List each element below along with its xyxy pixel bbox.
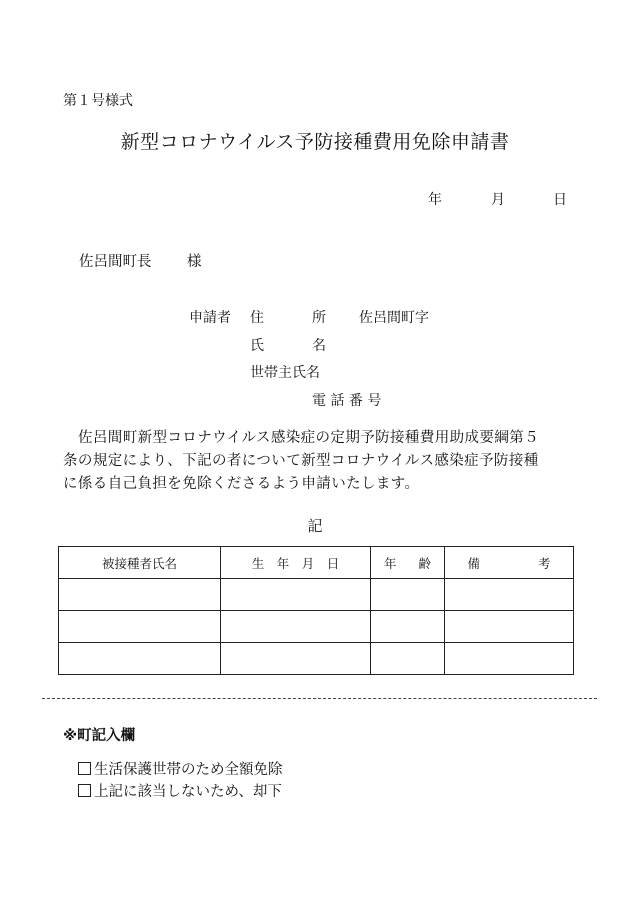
- applicant-label: 申請者: [189, 310, 231, 326]
- request-text-line: に係る自己負担を免除くださるよう申請いたします。: [63, 476, 420, 492]
- cell-age[interactable]: [371, 611, 445, 643]
- option-label: 上記に該当しないため、却下: [94, 784, 282, 800]
- request-text-line: 条の規定により、下記の者について新型コロナウイルス感染症予防接種: [63, 453, 539, 469]
- date-year-label: 年: [428, 192, 442, 208]
- addressee-honorific: 様: [187, 254, 202, 270]
- header-age: [371, 547, 445, 579]
- request-text-line: 佐呂間町新型コロナウイルス感染症の定期予防接種費用助成要綱第５: [78, 430, 540, 446]
- cell-age[interactable]: [371, 643, 445, 675]
- request-text: [63, 427, 583, 496]
- form-number: 第１号様式: [63, 93, 133, 109]
- header-birth-date: 生 年 月 日: [221, 547, 371, 579]
- date-month-label: 月: [491, 192, 505, 208]
- office-use-heading: ※町記入欄: [63, 728, 136, 744]
- name-label-1: 氏: [250, 338, 264, 354]
- table-row: [59, 611, 574, 643]
- cell-birth-date[interactable]: [221, 611, 371, 643]
- table-header-row: [59, 547, 574, 579]
- table-row: [59, 643, 574, 675]
- option-label: 生活保護世帯のため全額免除: [94, 762, 283, 778]
- cell-remarks[interactable]: [445, 579, 574, 611]
- cell-remarks[interactable]: [445, 643, 574, 675]
- cut-line-divider: [42, 698, 597, 699]
- option-rejection[interactable]: [78, 780, 282, 801]
- checkbox-icon[interactable]: [78, 784, 91, 797]
- ki-heading: 記: [307, 517, 323, 535]
- recipient-table: [58, 546, 574, 675]
- phone-label: 電 話 番 号: [312, 393, 382, 409]
- document-title: 新型コロナウイルス予防接種費用免除申請書: [120, 131, 510, 153]
- header-age-2: 齢: [418, 555, 432, 571]
- checkbox-icon[interactable]: [78, 762, 91, 775]
- name-label-2: 名: [312, 338, 326, 354]
- header-remarks: [445, 547, 574, 579]
- address-label-2: 所: [312, 310, 326, 326]
- header-recipient-name: 被接種者氏名: [59, 547, 221, 579]
- cell-birth-date[interactable]: [221, 579, 371, 611]
- header-remarks-1: 備: [467, 555, 480, 571]
- cell-birth-date[interactable]: [221, 643, 371, 675]
- address-label-1: 住: [250, 310, 264, 326]
- header-remarks-2: 考: [538, 555, 551, 571]
- header-age-1: 年: [383, 555, 397, 571]
- date-day-label: 日: [553, 192, 567, 208]
- cell-recipient-name[interactable]: [59, 611, 221, 643]
- address-value: 佐呂間町字: [359, 310, 429, 326]
- table-row: [59, 579, 574, 611]
- cell-recipient-name[interactable]: [59, 579, 221, 611]
- addressee-name: 佐呂間町長: [79, 254, 152, 270]
- householder-label: 世帯主氏名: [250, 365, 320, 381]
- option-full-exemption[interactable]: [78, 758, 283, 779]
- cell-age[interactable]: [371, 579, 445, 611]
- cell-remarks[interactable]: [445, 611, 574, 643]
- cell-recipient-name[interactable]: [59, 643, 221, 675]
